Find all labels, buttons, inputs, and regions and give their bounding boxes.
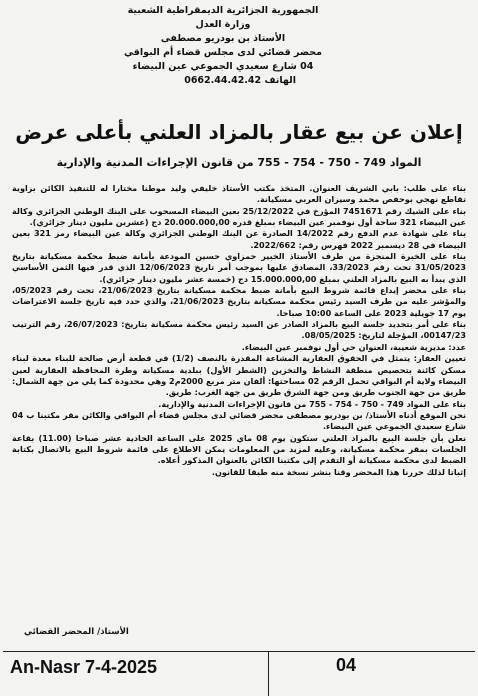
phone-number: 0662.44.42.42 (184, 75, 262, 86)
paragraph: بناء على أمر بتحديد جلسة البيع بالمزاد الصادر عن السيد رئيس محكمة مسكيانة بتاريخ: 26/07/2023، رقم الترتيب 00147/23، المؤجلة لتاريخ: 08/05/2025. (12, 319, 466, 341)
notice-title: إعلان عن بيع عقار بالمزاد العلني بأعلى عرض (15, 120, 463, 144)
paragraph: بناء على المواد 749 - 750 - 754 - 755 من قانون الإجراءات المدنية والإدارية. (158, 398, 466, 409)
phone-label: الهاتف (264, 75, 296, 86)
paragraph: بناء على محضر إيداع قائمة شروط البيع بأمانة ضبط محكمة مسكيانة بتاريخ 21/06/2023، تحت رقم 05/2023، والمؤشر عليه من طرف السيد رئيس محكمة مسكيانة بتاريخ 21/06/2023، والذي حدد فيه تاريخ جلسة الاعتراضات يوم 17 جويلية 2023 على الساعة 10:00 صباحا. (12, 285, 466, 318)
office-header (118, 4, 328, 88)
footer-separator (268, 651, 269, 696)
header-republic: الجمهورية الجزائرية الديمقراطية الشعبية (127, 5, 319, 16)
signature-line: الأستاذ/ المحضر القضائي (24, 627, 129, 637)
paragraph: نحن الموقع أدناه الأستاذ/ بن بودريو مصطفى محضر قضائي لدى مجلس قضاء أم البواقي والكائن مقر مكتبنا ب 04 شارع سعيدي الجموعي عين البيضاء. (12, 409, 466, 432)
header-ministry: وزارة العدل (195, 19, 251, 30)
paragraph: إثباتا لذلك حررنا هذا المحضر وقنا بنشر نسخة منه طبقا للقانون. (211, 466, 466, 477)
paragraph: عدد: مديرية شعيبة، العنوان حي أول نوفمبر عين البيضاء. (241, 341, 466, 352)
footer-divider (3, 651, 475, 652)
paragraph: بناء على شهادة عدم الدفع رقم 14/2022 الصادرة عن البنك الوطني الجزائري وكالة عين البيضاء رمز 321 بعين البيضاء في 28 ديسمبر 2022 فهرس رقم: 2022/662. (12, 228, 466, 250)
paragraph: بناء على طلب: بابي الشريف العنوان. المتخذ مكتب الأستاذ خليفي وليد موطنا مختارا له للتنفيذ الكائن بزاوية تقاطع نهجي بوحفص محمد وسيزان العربي مسكيانة. (12, 183, 466, 205)
notice-subtitle: المواد 749 - 750 - 754 - 755 من قانون الإجراءات المدنية والإدارية (56, 156, 422, 169)
notice-body (12, 183, 466, 613)
header-address: 04 شارع سعيدي الجموعي عين البيضاء (132, 61, 314, 72)
publication-date: An-Nasr 7-4-2025 (10, 657, 158, 677)
page-number: 04 (336, 655, 357, 675)
paragraph: نعلن بأن جلسة البيع بالمزاد العلني ستكون يوم 08 ماي 2025 على الساعة الحادية عشر صباحا (11.00) بقاعة الجلسات بمقر محكمة مسكيانة، وعليه لمزيد من المعلومات يمكن الاطلاع على قائمة شروط البيع بالاتصال بكتابة الضبط لدى محكمة مسكيانة أو التقدم إلى مكتبنا الكائن بالعنوان المذكور أعلاه. (12, 432, 466, 466)
header-phone (118, 74, 328, 88)
header-bailiff-name: الأستاذ بن بودريو مصطفى (160, 33, 286, 44)
paragraph: بناء على الخبرة المنجزة من طرف الأستاذ الخبير حمزاوي حسين المودعة بأمانة ضبط محكمة مسكيانة بتاريخ 31/05/2023 تحت رقم 33/2023، المصادق عليها بموجب أمر تاريخ 12/06/2023 الذي قدر فيها الثمن الأساسي الذي يبدأ به البيع بالمزاد العلني بمبلغ 15.000.000,00 دج (خمسة عشر مليون دينار جزائري). (12, 251, 466, 284)
paragraph: تعيين العقار: يتمثل في الحقوق العقارية المشاعة المقدرة بالنصف (1/2) في قطعة أرض صالحة للبناء معدة لبناء مسكن كائنة بتحصيص منطقة النشاط والتخزين (الشطر الأول) ببلدية مسكيانة وطرة المحافظة العقارية لعين البيضاء ولاية أم البواقي تحمل الرقم 02 مساحتها: ألفان متر مربع 2000م2 وهي محدودة كما يلي من جهة الشمال: طريق من جهة الجنوب طريق ومن جهة الشرق طريق من جهة الغرب: طريق. (12, 353, 466, 398)
paragraph: بناء على الشيك رقم 7451671 المؤرخ في 25/12/2022 بعين البيضاء المسحوب على البنك الوطني الجزائري وكالة عين البيضاء 321 ساحة أول نوفمبر عين البيضاء بمبلغ قدره 20.000.000,00 دج (عشرين مليون دينار جزائري). (12, 205, 466, 228)
header-bailiff-title: محضر قضائي لدى مجلس قضاء أم البواقي (124, 47, 322, 58)
